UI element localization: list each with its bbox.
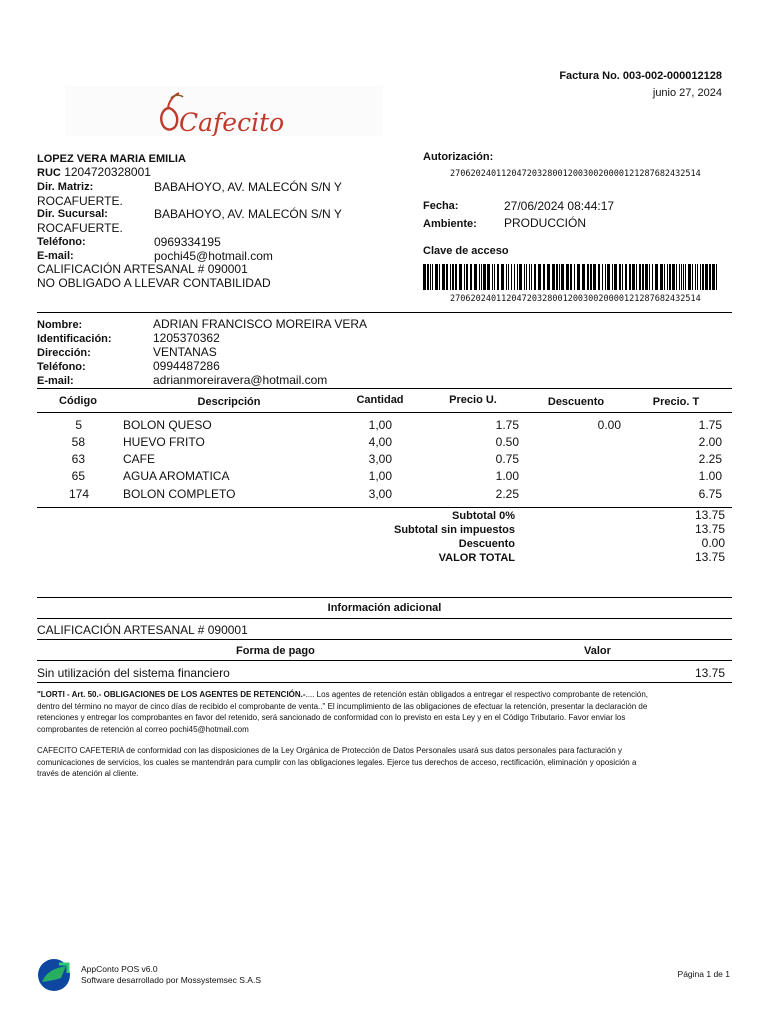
col-header-precio-t: Precio. T [652,396,700,408]
ambiente-value: PRODUCCIÓN [504,216,587,230]
divider [37,639,732,640]
issuer-contabilidad: NO OBLIGADO A LLEVAR CONTABILIDAD [37,276,271,290]
valor-header: Valor [584,645,611,657]
col-header-precio-u: Precio U. [449,394,497,406]
issuer-email-label: E-mail: [37,250,74,262]
client-dir-label: Dirección: [37,347,91,359]
footer-app: AppConto POS v6.0 [81,964,158,974]
col-header-cantidad: Cantidad [356,394,404,406]
divider [37,618,732,619]
clave-label: Clave de acceso [423,245,509,257]
cell-precio-u: 2.25 [495,487,519,501]
barcode-graphic [423,264,717,290]
fecha-value: 27/06/2024 08:44:17 [504,199,615,213]
divider [37,682,732,683]
client-tel: 0994487286 [153,359,220,373]
lorti-notice [37,689,649,735]
invoice-date: junio 27, 2024 [652,87,722,99]
clave-number: 2706202401120472032800120030020000121287682432514 [450,294,701,304]
cell-precio-u: 1.00 [495,469,519,483]
cell-codigo: 65 [71,469,85,483]
logo-area [65,86,383,136]
cell-precio-u: 0.75 [495,452,519,466]
cell-descripcion: AGUA AROMATICA [123,469,230,483]
table-row [0,418,768,435]
cell-cantidad: 3,00 [368,452,392,466]
subtotal-0-value: 13.75 [694,508,725,522]
matriz-label: Dir. Matriz: [37,181,94,193]
divider [37,388,732,389]
cell-precio-t: 2.00 [698,435,722,449]
additional-info-title: Información adicional [327,602,442,614]
cell-precio-u: 1.75 [495,418,519,432]
forma-pago-value: Sin utilización del sistema financiero [37,666,230,680]
table-row [0,487,768,504]
page-number: Página 1 de 1 [677,969,730,979]
sucursal-line-2: ROCAFUERTE. [37,221,123,235]
subtotal-0-label: Subtotal 0% [452,510,515,522]
ambiente-label: Ambiente: [423,218,477,230]
issuer-phone: 0969334195 [154,235,221,249]
lorti-notice-title: "LORTI - Art. 50.- OBLIGACIONES DE LOS AGENTES DE RETENCIÓN.- [37,690,306,699]
sucursal-label: Dir. Sucursal: [37,208,108,220]
valor-total-value: 13.75 [694,550,725,564]
additional-info-text: CALIFICACIÓN ARTESANAL # 090001 [37,623,248,637]
cell-cantidad: 1,00 [368,418,392,432]
client-email: adrianmoreiravera@hotmail.com [153,373,328,387]
cell-precio-u: 0.50 [495,435,519,449]
lorti-notice-body: .... Los agentes de retención están obligados a entregar el respectivo comprobante de retención, dentro del término no mayor de cinco días de recibido el comprobante de venta.." El incumplimiento de las obligaciones de efectuar la retención, presentar la declaración de retenciones y entregar los comprobantes en favor del retenido, será sancionado de conformidad con lo previsto en esta Ley y en el Código Tributario. Favor enviar los comprobantes de retención al correo pochi45@hotmail.com [37,690,649,734]
invoice-number: Factura No. 003-002-000012128 [559,70,722,82]
table-row [0,452,768,469]
client-dir: VENTANAS [153,345,217,359]
auth-number: 2706202401120472032800120030020000121287682432514 [450,169,701,179]
table-row [0,469,768,486]
fecha-label: Fecha: [423,200,459,212]
client-email-label: E-mail: [37,375,74,387]
cell-descripcion: CAFE [123,452,156,466]
forma-pago-header: Forma de pago [236,645,315,657]
logo-text: Cafecito [179,108,285,136]
col-header-descuento: Descuento [547,396,605,408]
subtotal-sin-impuestos-value: 13.75 [694,522,725,536]
barcode [423,264,717,290]
col-header-descripcion: Descripción [197,396,261,408]
divider [37,597,732,598]
ruc-value: 1204720328001 [64,165,151,179]
appconto-logo-icon [37,958,71,992]
issuer-email: pochi45@hotmail.com [154,249,273,263]
cell-precio-t: 1.00 [698,469,722,483]
valor-total-label: VALOR TOTAL [438,552,515,564]
cell-descuento: 0.00 [597,418,621,432]
footer-dev: Software desarrollado por Mossystemsec S.A.S [81,975,261,985]
cell-precio-t: 6.75 [698,487,722,501]
issuer-ruc [37,165,151,179]
cell-precio-t: 1.75 [698,418,722,432]
cell-codigo: 174 [68,487,89,501]
client-name: ADRIAN FRANCISCO MOREIRA VERA [153,317,368,331]
descuento-total-label: Descuento [458,538,515,550]
divider [37,660,732,661]
client-id-label: Identificación: [37,333,112,345]
divider [37,312,732,313]
client-name-label: Nombre: [37,319,83,331]
cell-codigo: 5 [75,418,82,432]
issuer-artesanal: CALIFICACIÓN ARTESANAL # 090001 [37,262,248,276]
matriz-line-2: ROCAFUERTE. [37,194,123,208]
cafecito-logo [65,86,383,136]
cell-codigo: 58 [71,435,85,449]
ruc-label: RUC [37,167,61,179]
table-row [0,435,768,452]
matriz-line-1: BABAHOYO, AV. MALECÓN S/N Y [154,180,342,194]
cell-precio-t: 2.25 [698,452,722,466]
cell-descripcion: BOLON QUESO [123,418,212,432]
divider [37,412,732,413]
cell-codigo: 63 [71,452,85,466]
privacy-notice: CAFECITO CAFETERIA de conformidad con las disposiciones de la Ley Orgánica de Protección de Datos Personales usará sus datos personales para facturación y comunicaciones de servicios, los cuales se mantendrán para cumplir con las obligaciones legales. Ejerce tus derechos de acceso, rectificación, eliminación y oposición a través de atención al cliente. [37,746,637,778]
cell-cantidad: 3,00 [368,487,392,501]
cell-descripcion: BOLON COMPLETO [123,487,236,501]
issuer-name: LOPEZ VERA MARIA EMILIA [37,153,186,165]
issuer-phone-label: Teléfono: [37,236,86,248]
sucursal-line-1: BABAHOYO, AV. MALECÓN S/N Y [154,207,342,221]
cell-cantidad: 4,00 [368,435,392,449]
payment-valor-value: 13.75 [694,666,725,680]
cell-descripcion: HUEVO FRITO [123,435,205,449]
client-id: 1205370362 [153,331,220,345]
auth-label: Autorización: [423,151,494,163]
divider [37,507,732,508]
client-tel-label: Teléfono: [37,361,86,373]
subtotal-sin-impuestos-label: Subtotal sin impuestos [393,524,515,536]
col-header-codigo: Código [59,395,97,407]
cell-cantidad: 1,00 [368,469,392,483]
descuento-total-value: 0.00 [701,536,725,550]
